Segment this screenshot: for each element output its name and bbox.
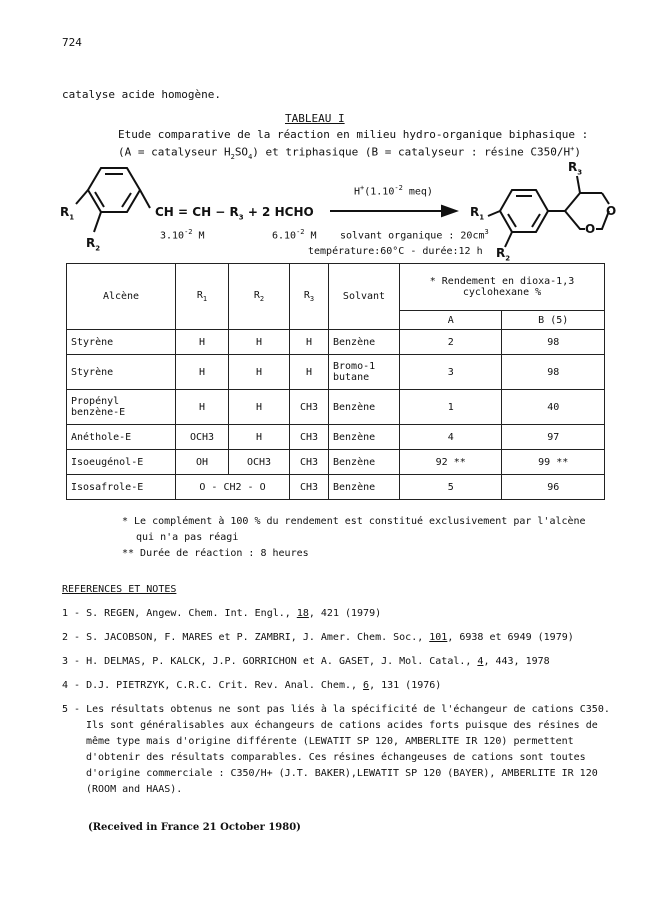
table-row	[67, 475, 605, 500]
cell-r2: OCH3	[229, 450, 290, 475]
cell-alcene: Propényl benzène-E	[67, 390, 176, 425]
received-date: (Received in France 21 October 1980)	[88, 822, 301, 833]
footnote-2: ** Durée de réaction : 8 heures	[122, 548, 309, 559]
page-number: 724	[62, 36, 82, 49]
cell-yield-b: 40	[502, 390, 605, 425]
cell-alcene: Styrène	[67, 355, 176, 390]
header-rendement: * Rendement en dioxa-1,3 cyclohexane %	[400, 264, 605, 311]
reaction-conditions: température:60°C - durée:12 h	[308, 246, 483, 257]
cell-r2: H	[229, 425, 290, 450]
solvent-volume: solvant organique : $20cm^3$	[340, 228, 489, 242]
catalyst-label: $H^+(1.10^{-2}$ meq)	[354, 184, 433, 198]
header-r1: $R_1$	[176, 264, 229, 330]
intro-line: catalyse acide homogène.	[62, 88, 221, 101]
conc-hcho: $6.10^{-2}$ M	[272, 228, 317, 242]
label-r1-reactant: $R_1$	[60, 205, 75, 222]
cell-solvant: Benzène	[329, 390, 400, 425]
cell-solvant: Benzène	[329, 330, 400, 355]
cell-solvant: Benzène	[329, 450, 400, 475]
results-table	[66, 263, 605, 500]
table-caption-line2: (A = catalyseur $H_2SO_4$) et triphasique (B = catalyseur : résine C350/H+)	[118, 145, 582, 161]
cell-r3: H	[290, 355, 329, 390]
reference-item: 1 - S. REGEN, Angew. Chem. Int. Engl., 18, 421 (1979)	[62, 608, 382, 619]
cell-yield-a: 2	[400, 330, 502, 355]
cell-alcene: Isosafrole-E	[67, 475, 176, 500]
cell-r3: CH3	[290, 425, 329, 450]
cell-solvant: Benzène	[329, 425, 400, 450]
label-r2-reactant: $R_2$	[86, 236, 101, 253]
cell-alcene: Anéthole-E	[67, 425, 176, 450]
reference-5-line: Ils sont généralisables aux échangeurs de cations acides forts puisque des résines de	[86, 720, 598, 731]
cell-r3: CH3	[290, 475, 329, 500]
header-alcene: Alcène	[67, 264, 176, 330]
cell-solvant: Bromo-1 butane	[329, 355, 400, 390]
cell-r2: H	[229, 330, 290, 355]
label-r3-product: $R_3$	[568, 160, 583, 177]
reference-5-line: d'obtenir des résultats comparables. Ces résines échangeuses de cations sont toutes	[86, 752, 586, 763]
product-benzene-ring	[488, 190, 565, 247]
cell-solvant: Benzène	[329, 475, 400, 500]
table-title: TABLEAU I	[285, 112, 345, 125]
label-r2-product: $R_2$	[496, 246, 511, 263]
reaction-scheme	[0, 0, 672, 270]
table-row	[67, 450, 605, 475]
cell-yield-b: 99 **	[502, 450, 605, 475]
cell-yield-b: 96	[502, 475, 605, 500]
ring-oxygen-2: O	[585, 222, 596, 236]
header-col-b: B (5)	[502, 311, 605, 330]
cell-r3: CH3	[290, 390, 329, 425]
table-row	[67, 425, 605, 450]
cell-r1: H	[176, 355, 229, 390]
cell-yield-a: 1	[400, 390, 502, 425]
reference-item: 4 - D.J. PIETRZYK, C.R.C. Crit. Rev. Anal. Chem., 6, 131 (1976)	[62, 680, 442, 691]
conc-alkene: $3.10^{-2}$ M	[160, 228, 205, 242]
header-r2: $R_2$	[229, 264, 290, 330]
footnote-1a: * Le complément à 100 % du rendement est constitué exclusivement par l'alcène	[122, 516, 586, 527]
reactant-benzene-ring	[76, 168, 150, 232]
ring-oxygen-1: O	[606, 204, 617, 218]
table-row	[67, 330, 605, 355]
references-title: REFERENCES ET NOTES	[62, 584, 177, 595]
cell-yield-a: 3	[400, 355, 502, 390]
table-row	[67, 355, 605, 390]
cell-alcene: Styrène	[67, 330, 176, 355]
table-caption-line1: Etude comparative de la réaction en milieu hydro-organique biphasique :	[118, 128, 589, 141]
header-r3: $R_3$	[290, 264, 329, 330]
header-col-a: A	[400, 311, 502, 330]
cell-r1-r2-merged: O - CH2 - O	[176, 475, 290, 500]
reference-item: 3 - H. DELMAS, P. KALCK, J.P. GORRICHON et A. GASET, J. Mol. Catal., 4, 443, 1978	[62, 656, 550, 667]
cell-yield-a: 4	[400, 425, 502, 450]
label-r1-product: $R_1$	[470, 205, 485, 222]
reference-5-line: même type mais d'origine différente (LEWATIT SP 120, AMBERLITE IR 120) permettent	[86, 736, 574, 747]
cell-yield-a: 5	[400, 475, 502, 500]
cell-yield-b: 97	[502, 425, 605, 450]
table-row	[67, 390, 605, 425]
reaction-arrow	[330, 206, 456, 216]
cell-r3: CH3	[290, 450, 329, 475]
reference-5-line: (ROOM and HAAS).	[86, 784, 183, 795]
cell-r2: H	[229, 355, 290, 390]
header-solvant: Solvant	[329, 264, 400, 330]
cell-r1: OCH3	[176, 425, 229, 450]
reference-5-line: 5 - Les résultats obtenus ne sont pas liés à la spécificité de l'échangeur de cations C350.	[62, 704, 610, 715]
table-header-row	[67, 264, 605, 311]
cell-alcene: Isoeugénol-E	[67, 450, 176, 475]
reference-5-line: d'origine commerciale : C350/H+ (J.T. BAKER),LEWATIT SP 120 (BAYER), AMBERLITE IR 120	[86, 768, 598, 779]
cell-r2: H	[229, 390, 290, 425]
cell-yield-a: 92 **	[400, 450, 502, 475]
cell-r3: H	[290, 330, 329, 355]
cell-r1: OH	[176, 450, 229, 475]
cell-r1: H	[176, 390, 229, 425]
cell-r1: H	[176, 330, 229, 355]
cell-yield-b: 98	[502, 355, 605, 390]
reactant-chain: CH = CH − $R_3 + 2$ HCHO	[155, 205, 314, 222]
footnote-1b: qui n'a pas réagi	[136, 532, 239, 543]
reference-item: 2 - S. JACOBSON, F. MARES et P. ZAMBRI, J. Amer. Chem. Soc., 101, 6938 et 6949 (1979)	[62, 632, 574, 643]
cell-yield-b: 98	[502, 330, 605, 355]
